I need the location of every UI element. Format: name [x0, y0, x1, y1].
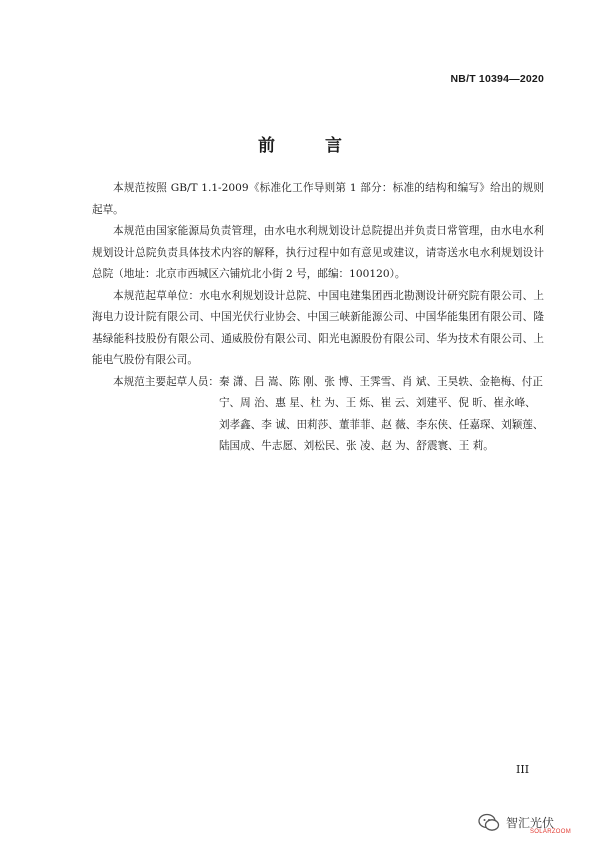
- watermark-subtext: SOLARZOOM: [530, 829, 572, 835]
- wechat-icon: [478, 813, 500, 833]
- drafters-names: 秦 潇、吕 嵩、陈 刚、张 博、王霁雪、肖 斌、王昊轶、金艳梅、付正宁、周 治、惠 星、杜 为、王 烁、崔 云、刘建平、倪 昕、崔永峰、刘孝鑫、李 诚、田莉莎、董菲菲、赵 薇、李东侠、任嘉琛、刘颖莲、陆国成、牛志愿、刘松民、张 凌、赵 为、舒震寰、王 莉。: [218, 375, 544, 452]
- paragraph-management: 本规范由国家能源局负责管理，由水电水利规划设计总院提出并负责日常管理，由水电水利规划设计总院负责具体技术内容的解释，执行过程中如有意见或建议，请寄送水电水利规划设计总院（地址：北京市西城区六铺炕北小街 2 号，邮编：100120）。: [92, 225, 544, 280]
- standard-code: NB/T 10394—2020: [450, 73, 544, 85]
- watermark: [478, 807, 598, 843]
- page-title: 前 言: [258, 136, 364, 156]
- page-number: III: [516, 763, 530, 776]
- paragraph-drafting-units: 本规范起草单位：水电水利规划设计总院、中国电建集团西北勘测设计研究院有限公司、上海电力设计院有限公司、中国光伏行业协会、中国三峡新能源公司、中国华能集团有限公司、隆基绿能科技股份有限公司、通威股份有限公司、阳光电源股份有限公司、华为技术有限公司、上能电气股份有限公司。: [92, 289, 544, 366]
- watermark-text: 智汇光伏: [506, 816, 555, 830]
- paragraph-drafting-rules: 本规范按照 GB/T 1.1-2009《标准化工作导则第 1 部分：标准的结构和编写》给出的规则起草。: [92, 182, 544, 216]
- document-body: [92, 178, 544, 458]
- drafters-section: [92, 372, 544, 458]
- drafters-label: 本规范主要起草人员：: [113, 375, 219, 388]
